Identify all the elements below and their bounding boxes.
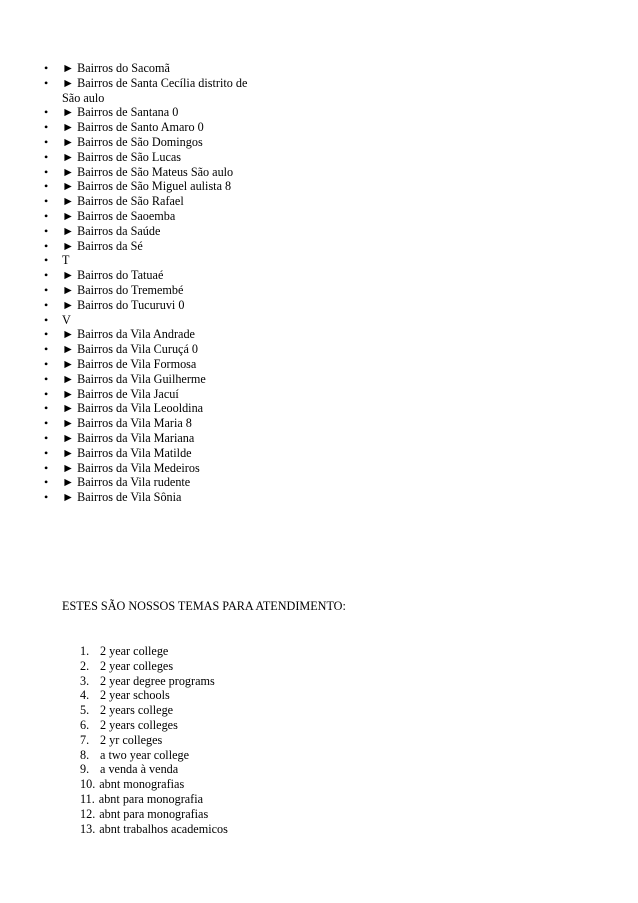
bullet-icon: • [44, 490, 49, 505]
bullet-icon: • [44, 120, 49, 135]
list-item [44, 253, 344, 268]
list-item-text: ► Bairros de São Domingos [62, 134, 203, 149]
theme-item [80, 659, 228, 674]
list-item [44, 490, 344, 505]
list-item [44, 268, 344, 283]
list-item-text: ► Bairros da Vila Guilherme [62, 371, 206, 386]
list-item [44, 120, 344, 135]
bullet-icon: • [44, 149, 49, 164]
theme-number: 6. [80, 717, 90, 732]
bullet-icon: • [44, 134, 49, 149]
list-item [44, 239, 344, 254]
theme-item [80, 703, 228, 718]
bullet-icon: • [44, 223, 49, 238]
bullet-icon: • [44, 445, 49, 460]
list-item-text: ► Bairros do Tremembé [62, 282, 184, 297]
list-item-text: ► Bairros da Vila Mariana [62, 430, 195, 445]
theme-number: 1. [80, 644, 90, 658]
bullet-icon: • [44, 164, 49, 179]
list-item-text: ► Bairros de Vila Formosa [62, 356, 197, 371]
list-item-text: ► Bairros de São Mateus São aulo [62, 164, 234, 179]
theme-text: 2 yr colleges [100, 732, 163, 747]
list-item-text: V [62, 312, 71, 327]
list-item [44, 446, 344, 461]
theme-item [80, 792, 228, 807]
theme-text: a venda à venda [100, 762, 179, 777]
theme-text: 2 year schools [100, 688, 170, 703]
theme-number: 5. [80, 703, 90, 718]
bullet-icon: • [44, 75, 49, 90]
theme-item [80, 644, 228, 659]
list-item [44, 209, 344, 224]
theme-number: 7. [80, 732, 90, 747]
bullet-icon: • [44, 356, 49, 371]
list-item-text: ► Bairros de Santa Cecília distrito de São aulo [62, 75, 248, 105]
list-item-text: ► Bairros de Vila Jacuí [62, 386, 179, 401]
theme-number: 13. [80, 821, 96, 836]
theme-number: 9. [80, 762, 90, 777]
bullet-icon: • [44, 430, 49, 445]
list-item-text: ► Bairros de São Miguel aulista 8 [62, 179, 232, 194]
bullet-icon: • [44, 342, 49, 357]
list-item-text: ► Bairros da Vila Curuçá 0 [62, 342, 198, 357]
list-item-text: ► Bairros da Vila Matilde [62, 445, 192, 460]
list-item [44, 313, 344, 328]
list-item-text: ► Bairros do Tucuruvi 0 [62, 297, 185, 312]
theme-item [80, 807, 228, 822]
theme-item [80, 762, 228, 777]
theme-number: 8. [80, 747, 90, 762]
theme-text: abnt trabalhos academicos [99, 821, 228, 836]
theme-number: 12. [80, 806, 96, 821]
bullet-icon: • [44, 253, 49, 268]
bullet-icon: • [44, 327, 49, 342]
list-item [44, 179, 344, 194]
list-item [44, 475, 344, 490]
list-item-text: T [62, 253, 70, 268]
theme-text: 2 years colleges [100, 717, 178, 732]
bullet-icon: • [44, 208, 49, 223]
list-item [44, 401, 344, 416]
list-item-text: ► Bairros do Sacomã [62, 61, 170, 75]
list-item [44, 342, 344, 357]
bullet-icon: • [44, 61, 49, 75]
list-item-text: ► Bairros de Santo Amaro 0 [62, 120, 204, 135]
list-item-text: ► Bairros da Vila rudente [62, 475, 191, 490]
list-item [44, 298, 344, 313]
list-item-text: ► Bairros de São Rafael [62, 194, 184, 209]
list-item-text: ► Bairros da Vila Leooldina [62, 401, 204, 416]
bullet-icon: • [44, 282, 49, 297]
bullet-icon: • [44, 371, 49, 386]
list-item [44, 76, 344, 106]
theme-item [80, 777, 228, 792]
list-item [44, 372, 344, 387]
list-item [44, 461, 344, 476]
list-item [44, 105, 344, 120]
bullet-icon: • [44, 238, 49, 253]
theme-text: abnt para monografias [99, 806, 209, 821]
themes-list [80, 644, 228, 836]
bullet-icon: • [44, 268, 49, 283]
theme-text: 2 years college [100, 703, 174, 718]
list-item [44, 165, 344, 180]
list-item [44, 135, 344, 150]
theme-item [80, 718, 228, 733]
list-item [44, 224, 344, 239]
bullet-icon: • [44, 460, 49, 475]
list-item [44, 194, 344, 209]
theme-text: 2 year colleges [100, 658, 174, 673]
themes-heading: ESTES SÃO NOSSOS TEMAS PARA ATENDIMENTO: [62, 599, 346, 613]
theme-text: 2 year degree programs [100, 673, 215, 688]
list-item-text: ► Bairros de Saoemba [62, 208, 176, 223]
list-item-text: ► Bairros da Sé [62, 238, 143, 253]
list-item [44, 387, 344, 402]
theme-item [80, 688, 228, 703]
list-item-text: ► Bairros do Tatuaé [62, 268, 164, 283]
list-item [44, 61, 344, 76]
theme-number: 3. [80, 673, 90, 688]
bullet-icon: • [44, 297, 49, 312]
list-item [44, 283, 344, 298]
neighborhood-list [44, 61, 344, 505]
theme-item [80, 822, 228, 837]
bullet-icon: • [44, 386, 49, 401]
list-item-text: ► Bairros da Vila Andrade [62, 327, 195, 342]
list-item-text: ► Bairros da Vila Medeiros [62, 460, 200, 475]
bullet-icon: • [44, 416, 49, 431]
theme-item [80, 733, 228, 748]
bullet-icon: • [44, 401, 49, 416]
bullet-icon: • [44, 475, 49, 490]
bullet-icon: • [44, 179, 49, 194]
theme-text: abnt para monografia [98, 791, 204, 806]
bullet-icon: • [44, 105, 49, 120]
list-item-text: ► Bairros de Santana 0 [62, 105, 179, 120]
list-item [44, 416, 344, 431]
theme-text: abnt monografias [99, 777, 185, 792]
list-item-text: ► Bairros de São Lucas [62, 149, 182, 164]
theme-number: 4. [80, 688, 90, 703]
bullet-icon: • [44, 312, 49, 327]
theme-text: 2 year college [100, 644, 169, 658]
list-item-text: ► Bairros de Vila Sônia [62, 490, 182, 505]
list-item [44, 431, 344, 446]
list-item-text: ► Bairros da Vila Maria 8 [62, 416, 192, 431]
list-item [44, 357, 344, 372]
list-item [44, 150, 344, 165]
list-item-text: ► Bairros da Saúde [62, 223, 161, 238]
theme-item [80, 748, 228, 763]
theme-number: 10. [80, 777, 96, 792]
bullet-icon: • [44, 194, 49, 209]
theme-item [80, 674, 228, 689]
theme-text: a two year college [100, 747, 189, 762]
theme-number: 2. [80, 658, 90, 673]
list-item [44, 327, 344, 342]
theme-number: 11. [80, 791, 95, 806]
